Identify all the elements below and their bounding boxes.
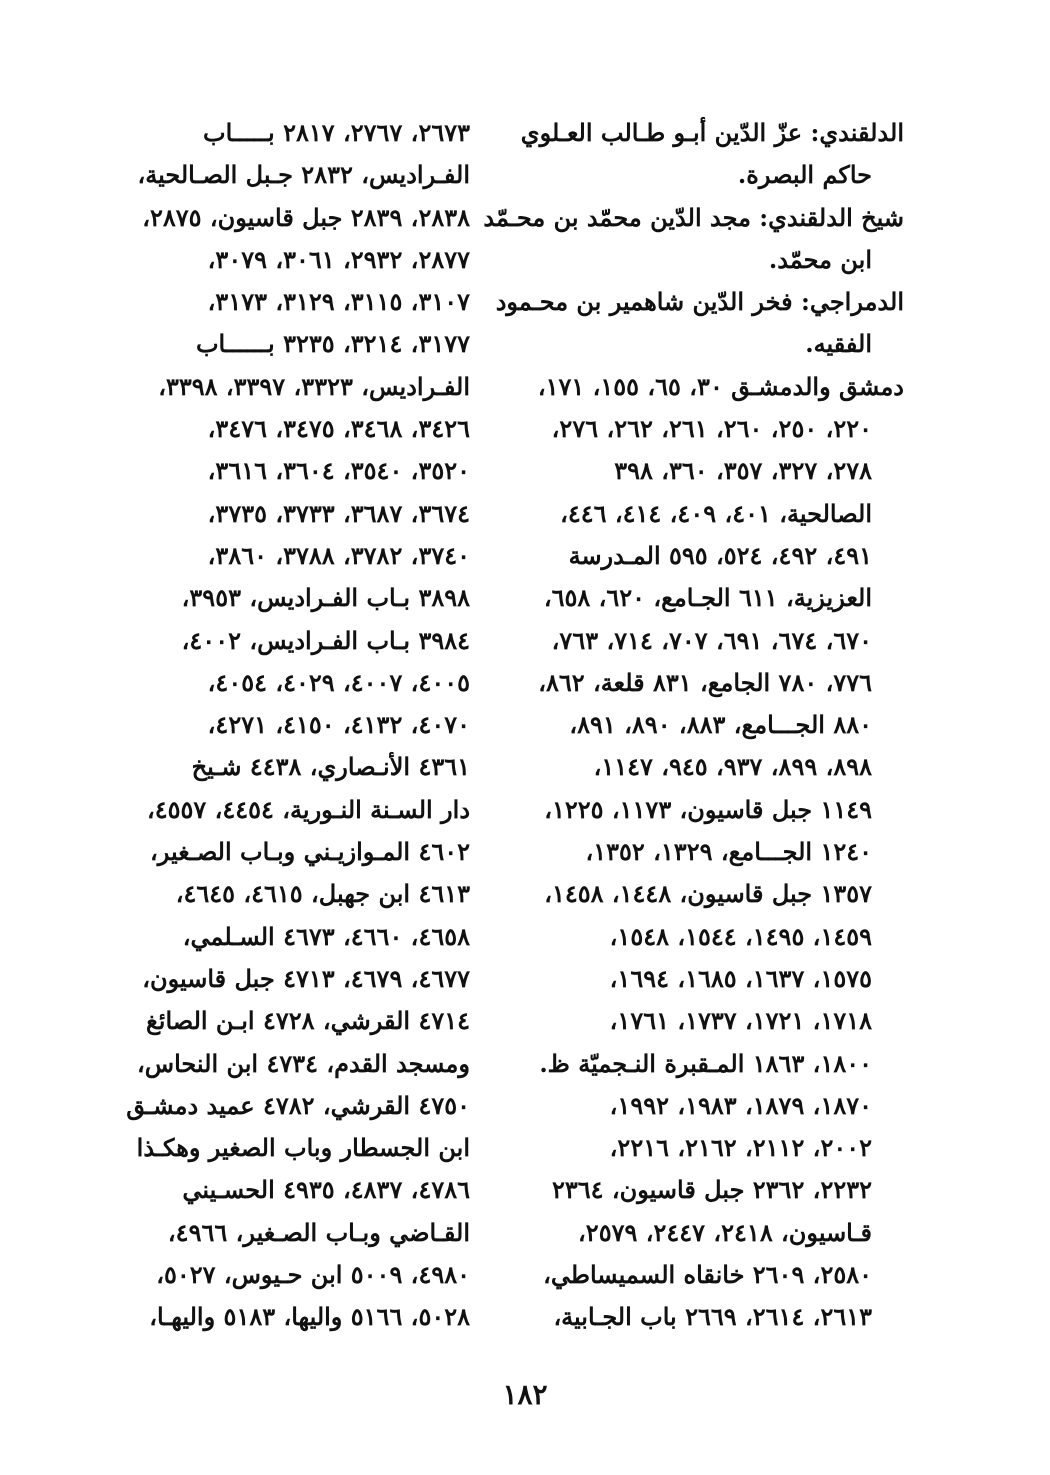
index-line: الدمراجي: فخر الدّين شاهمير بن محـمود [495,287,904,317]
index-line: شيخ الدلقندي: مجد الدّين محمّد بن محـمّد [483,202,904,232]
index-line: ١٧١٨، ١٧٢١، ١٧٣٧، ١٧٦١، [609,1006,872,1036]
index-line: ٢٨٧٧، ٢٩٣٢، ٣٠٦١، ٣٠٧٩، [207,244,470,274]
index-line: ٢٢٣٢، ٢٣٦٢ جبل قاسيون، ٢٣٦٤ [551,1175,872,1205]
index-line: ١٤٥٩، ١٤٩٥، ١٥٤٤، ١٥٤٨، [609,921,872,951]
index-line: ٤٦٠٢ المـوازيـني وبـاب الصـغير، [150,837,470,867]
index-line: ٢٦٧٣، ٢٧٦٧، ٢٨١٧ بـــــاب [202,118,470,147]
index-line: ٣٧٤٠، ٣٧٨٢، ٣٧٨٨، ٣٨٦٠، [207,540,470,570]
index-line: قـاسيون، ٢٤١٨، ٢٤٤٧، ٢٥٧٩، [578,1217,872,1247]
index-line: الصالحية، ٤٠١، ٤٠٩، ٤١٤، ٤٤٦، [560,498,872,528]
index-line: ٣٥٢٠، ٣٥٤٠، ٣٦٠٤، ٣٦١٦، [207,456,470,486]
index-line: ٣٨٩٨ بـاب الفـراديس، ٣٩٥٣، [181,583,470,613]
page-number: ١٨٢ [502,1378,548,1411]
index-line: ١٣٥٧ جبل قاسيون، ١٤٤٨، ١٤٥٨، [544,879,872,909]
index-line: ومسجد القدم، ٤٧٣٤ ابن النحاس، [137,1048,470,1078]
index-line: ٤٧٨٦، ٤٨٣٧، ٤٩٣٥ الحسـيني [182,1175,470,1205]
index-line: ١٨٧٠، ١٨٧٩، ١٩٨٣، ١٩٩٢، [609,1090,872,1120]
index-line: ٤٦٥٨، ٤٦٦٠، ٤٦٧٣ السـلمي، [182,921,470,951]
index-line: ٤٠٠٥، ٤٠٠٧، ٤٠٢٩، ٤٠٥٤، [207,667,470,697]
index-line: الفـراديس، ٣٣٢٣، ٣٣٩٧، ٣٣٩٨، [158,371,470,401]
index-line: ٣١٧٧، ٣٢١٤، ٣٢٣٥ بــــــاب [195,329,470,359]
index-line: القـاضي وبـاب الصـغير، ٤٩٦٦، [167,1217,470,1247]
index-line: دمشق والدمشـق ٣٠، ٦٥، ١٥٥، ١٧١، [537,371,904,401]
index-line: ٣٦٧٤، ٣٦٨٧، ٣٧٣٣، ٣٧٣٥، [207,498,470,528]
index-line: ٤٦٧٧، ٤٦٧٩، ٤٧١٣ جبل قاسيون، [142,963,470,993]
index-line: ٣٩٨٤ بـاب الفـراديس، ٤٠٠٢، [181,625,470,655]
index-line: ٨٨٠ الجـــامع، ٨٨٣، ٨٩٠، ٨٩١، [569,710,872,740]
index-line: ابن محمّد. [768,244,872,274]
index-line: ١٢٤٠ الجـــامع، ١٣٢٩، ١٣٥٢، [585,837,872,867]
index-line: الدلقندي: عزّ الدّين أبـو طـالب العـلوي [520,118,904,147]
index-line: ٢٠٠٢، ٢١١٢، ٢١٦٢، ٢٢١٦، [609,1133,872,1163]
index-line: الفقيه. [805,329,872,359]
index-line: ٧٧٦، ٧٨٠ الجامع، ٨٣١ قلعة، ٨٦٢، [538,667,872,697]
index-line: ٤٠٧٠، ٤١٣٢، ٤١٥٠، ٤٢٧١، [207,710,470,740]
index-line: ١١٤٩ جبل قاسيون، ١١٧٣، ١٢٢٥، [544,794,872,824]
index-line: دار السـنة النـورية، ٤٤٥٤، ٤٥٥٧، [146,794,470,824]
index-line: ٤٧١٤ القرشي، ٤٧٢٨ ابـن الصائغ [146,1006,470,1036]
index-line: حاكم البصرة. [737,160,872,190]
index-line: ٤٩١، ٤٩٢، ٥٢٤، ٥٩٥ المـدرسة [568,540,872,570]
index-line: ٢٢٠، ٢٥٠، ٢٦٠، ٢٦١، ٢٦٢، ٢٧٦، [551,414,872,444]
index-line: الفـراديس، ٢٨٣٢ جـبل الصـالحية، [137,160,470,190]
index-line: ٢٧٨، ٣٢٧، ٣٥٧، ٣٦٠، ٣٩٨ [614,456,872,486]
index-line: ٢٥٨٠، ٢٦٠٩ خانقاه السميساطي، [543,1260,872,1290]
index-column-left [126,112,470,1339]
index-line: ٤٦١٣ ابن جهبل، ٤٦١٥، ٤٦٤٥، [175,879,470,909]
index-line: ٢٦١٣، ٢٦١٤، ٢٦٦٩ باب الجـابية، [553,1302,872,1332]
index-column-right [483,112,904,1339]
index-line: ١٨٠٠، ١٨٦٣ المـقبرة النـجميّة ظ. [539,1048,872,1078]
index-line: ٨٩٨، ٨٩٩، ٩٣٧، ٩٤٥، ١١٤٧، [593,752,872,782]
index-line: ٢٨٣٨، ٢٨٣٩ جبل قاسيون، ٢٨٧٥، [142,202,470,232]
index-line: ٥٠٢٨، ٥١٦٦ واليها، ٥١٨٣ واليهـا، [149,1302,470,1332]
index-line: ابن الجسطار وباب الصغير وهكـذا [136,1133,470,1163]
index-line: ٣١٠٧، ٣١١٥، ٣١٢٩، ٣١٧٣، [207,287,470,317]
index-line: ٤٣٦١ الأنـصاري، ٤٤٣٨ شـيخ [191,752,470,782]
index-line: العزيزية، ٦١١ الجـامع، ٦٢٠، ٦٥٨، [543,583,872,613]
index-line: ٤٩٨٠، ٥٠٠٩ ابن حـيوس، ٥٠٢٧، [156,1260,470,1290]
index-line: ١٥٧٥، ١٦٣٧، ١٦٨٥، ١٦٩٤، [609,963,872,993]
index-line: ٦٧٠، ٦٧٤، ٦٩١، ٧٠٧، ٧١٤، ٧٦٣، [551,625,872,655]
index-line: ٣٤٢٦، ٣٤٦٨، ٣٤٧٥، ٣٤٧٦، [207,414,470,444]
index-line: ٤٧٥٠ القرشي، ٤٧٨٢ عميد دمشـق [126,1090,470,1120]
